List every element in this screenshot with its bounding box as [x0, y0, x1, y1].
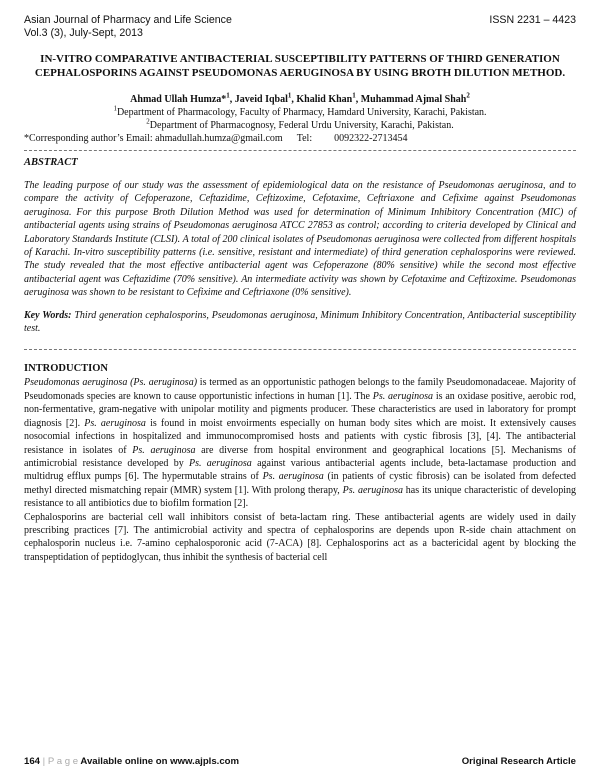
divider — [24, 150, 576, 151]
keywords-label: Key Words: — [24, 309, 72, 321]
running-header — [24, 14, 576, 39]
availability-note: Available online on www.ajpls.com — [78, 756, 240, 767]
journal-volume: Vol.3 (3), July-Sept, 2013 — [24, 26, 143, 39]
affiliation — [24, 119, 576, 132]
tel-label: Tel: — [296, 133, 313, 144]
page — [24, 14, 576, 564]
text-run: is found in moist envoirments especially on human body sites which are moist. It extensively causes nosocomial infections in hospitalized and immunocompromised hosts and patients with cystic fibrosis [3], [4]. The antibacterial resistance in isolates of — [24, 417, 576, 456]
article-title: IN-VITRO COMPARATIVE ANTIBACTERIAL SUSCEPTIBILITY PATTERNS OF THIRD GENERATION CEPHALOSPORINS AGAINST PSEUDOMONAS AERUGINOSA BY USING BROTH DILUTION METHOD. — [34, 53, 566, 79]
species-name: Ps. aeruginosa — [342, 484, 403, 496]
text-run: is an oxidase positive, aerobic rod, non-fermentative, gram-negative with unipolar motility and pigments producer. These characteristics are used in laboratory for prompt diagnosis [2]. — [24, 390, 576, 429]
page-number: 164 — [24, 756, 41, 767]
author-name: Javeid Iqbal — [234, 94, 288, 105]
corresponding-author — [24, 132, 576, 145]
introduction-body — [24, 376, 576, 564]
species-name: Ps. aeruginosa — [189, 457, 252, 469]
text-run: has its unique characteristic of developing resistance to all antibiotics due to biofilm formation [2]. — [24, 484, 576, 510]
abstract-heading: ABSTRACT — [24, 157, 78, 168]
footer-separator: | — [40, 756, 48, 767]
species-name: Pseudomonas aeruginosa (Ps. aeruginosa) — [24, 377, 198, 389]
species-name: Ps. aeruginosa — [84, 417, 146, 429]
species-name: Ps. aeruginosa — [372, 390, 434, 402]
text-run: is termed as an opportunistic pathogen belongs to the family Pseudomonadaceae. Majority of Pseudomonads species are known to cause opportunistic infections in human [1]. The — [24, 377, 576, 402]
journal-name: Asian Journal of Pharmacy and Life Science — [24, 14, 232, 26]
keywords — [24, 309, 576, 336]
affiliation-marker: 2 — [146, 117, 150, 126]
text-run: are diverse from hospital environment and geographical locations [5]. Mechanisms of antimicrobial resistance developed by — [24, 444, 577, 469]
author-name: Ahmad Ullah Humza* — [130, 94, 227, 105]
species-name: Ps. aeruginosa — [132, 444, 196, 456]
abstract-text: The leading purpose of our study was the assessment of epidemiological data on the resistance of Pseudomonas aeruginosa, and to compare the activity of Cefoperazone, Ceftazidime, Ceftizoxime, Cefotaxime, Ceftriaxone and Cefixime against Pseudomonas aeruginosa. For this purpose Broth Dilution Method was used for determination of Minimum Inhibitory Concentration (MIC) of antibacterial agents using strains of Pseudomonas aeruginosa ATCC 27853 as control; according to criteria developed by Clinical and Laboratory Standards Institute (CLSI). A total of 200 clinical isolates of Pseudomonas aeruginosa were collected from different hospitals of Karachi. In-vitro susceptibility patterns (i.e. sensitive, resistant and intermediate) of third generation cephalosporins were reviewed. The study revealed that the most effective antibacterial agent was Cefoperazone (80% sensitive) while the second most effective antibacterial agent was Ceftazidime (70% sensitive). An intermediate activity was shown by Cefotaxime and Ceftizoxime. Pseudomonas aeruginosa was shown to be resistant to Cefixime and Ceftriaxone (0% sensitive). — [24, 180, 576, 299]
page-word: P a g e — [47, 756, 79, 767]
keywords-text: Third generation cephalosporins, Pseudomonas aeruginosa, Minimum Inhibitory Concentration, Antibacterial susceptibility test. — [24, 309, 576, 335]
affiliation-marker: 1 — [113, 104, 117, 113]
paragraph — [24, 376, 576, 510]
author-name: Muhammad Ajmal Shah — [360, 94, 467, 105]
corresponding-email: *Corresponding author’s Email: ahmadullah.humza@gmail.com — [24, 133, 283, 144]
species-name: Ps. aeruginosa — [262, 471, 324, 483]
author-affiliation-marker: 2 — [466, 91, 470, 100]
page-footer — [24, 756, 576, 767]
author-name: Khalid Khan — [296, 94, 353, 105]
paragraph: Cephalosporins are bacterial cell wall inhibitors consist of beta-lactam ring. These antibacterial agents are widely used in daily prescribing practices [7]. The antimicrobial activity and spectra of cephalosporins are depends upon R-side chain attachment on cephalosporin nucleus i.e. 7-amino cephalosporonic acid (7-ACA) [8]. Cephalosporins act as a bactericidal agent by blocking the transpeptidation of peptidoglycan, thus inhibit the synthesis of bacterial cell — [24, 511, 576, 563]
text-run: (in patients of cystic fibrosis) can be isolated from defected methyl directed mismatching repair (MMR) system [1]. With prolong therapy, — [24, 471, 576, 496]
affiliation — [24, 106, 576, 119]
author-affiliation-marker: 1 — [352, 91, 356, 100]
author-list: Ahmad Ullah Humza*$^1$, Javeid Iqbal$^1$, Khalid Khan$^1$, Muhammad Ajmal Shah$^2$ — [130, 91, 470, 105]
issn: ISSN 2231 – 4423 — [489, 14, 576, 26]
author-affiliation-marker: 1 — [287, 91, 292, 100]
phone-number: 0092322-2713454 — [334, 133, 408, 144]
affiliation-text: Department of Pharmacognosy, Federal Urdu University, Karachi, Pakistan. — [149, 120, 454, 131]
affiliation-text: Department of Pharmacology, Faculty of Pharmacy, Hamdard University, Karachi, Pakistan. — [116, 107, 487, 118]
author-affiliation-marker: 1 — [226, 91, 230, 100]
text-run: against various antibacterial agents include, beta-lactamase production and multidrug efflux pumps [6]. The hypermutable strains of — [24, 457, 576, 483]
introduction-heading: INTRODUCTION — [24, 363, 109, 375]
article-type: Original Research Article — [461, 756, 576, 767]
divider — [24, 349, 576, 350]
